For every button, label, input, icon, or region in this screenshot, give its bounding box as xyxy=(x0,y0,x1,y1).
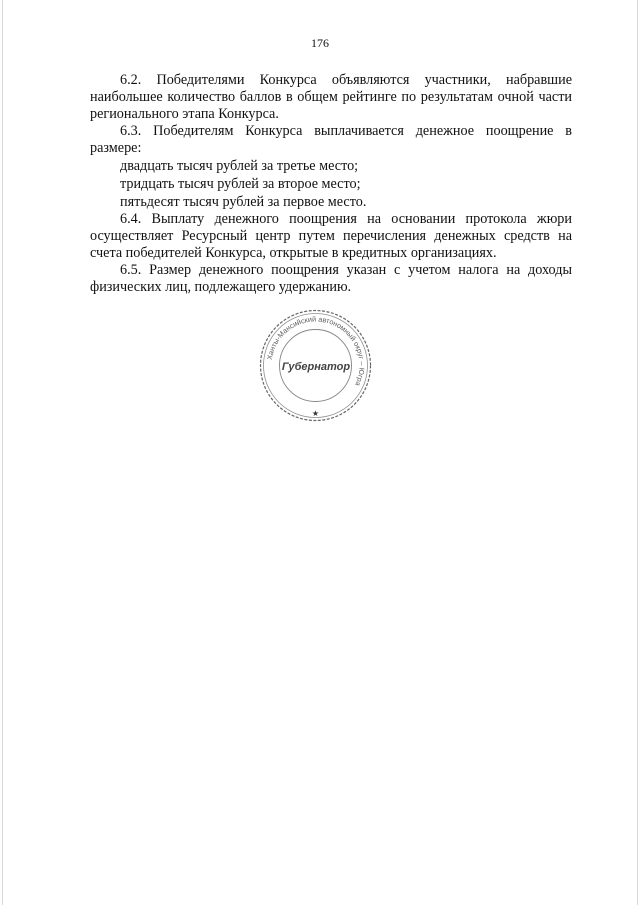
stamp-star-icon: ★ xyxy=(311,409,320,418)
paragraph-6-3: 6.3. Победителям Конкурса выплачивается денежное поощрение в размере: xyxy=(90,123,572,156)
page-number: 176 xyxy=(311,36,329,50)
document-body xyxy=(90,72,572,296)
paragraph-6-4: 6.4. Выплату денежного поощрения на основании протокола жюри осуществляет Ресурсный центр путем перечисления денежных средств на счета победителей Конкурса, открытые в кредитных организациях. xyxy=(90,211,572,261)
page-left-edge xyxy=(2,0,3,905)
stamp-ring-text: Ханты-Мансийский автономный округ – Югра xyxy=(264,314,367,388)
paragraph-6-2: 6.2. Победителями Конкурса объявляются участники, набравшие наибольшее количество баллов в общем рейтинге по результатам очной части регионального этапа Конкурса. xyxy=(90,72,572,122)
page-right-edge xyxy=(637,0,638,905)
prize-third-place: двадцать тысяч рублей за третье место; xyxy=(120,158,359,174)
stamp-center-text: Губернатор xyxy=(281,361,351,373)
prize-second-place: тридцать тысяч рублей за второе место; xyxy=(120,176,361,192)
prize-first-place: пятьдесят тысяч рублей за первое место. xyxy=(120,194,367,210)
governor-stamp xyxy=(258,308,373,423)
paragraph-6-5: 6.5. Размер денежного поощрения указан с учетом налога на доходы физических лиц, подлежащего удержанию. xyxy=(90,262,572,295)
stamp-seal xyxy=(258,308,373,423)
